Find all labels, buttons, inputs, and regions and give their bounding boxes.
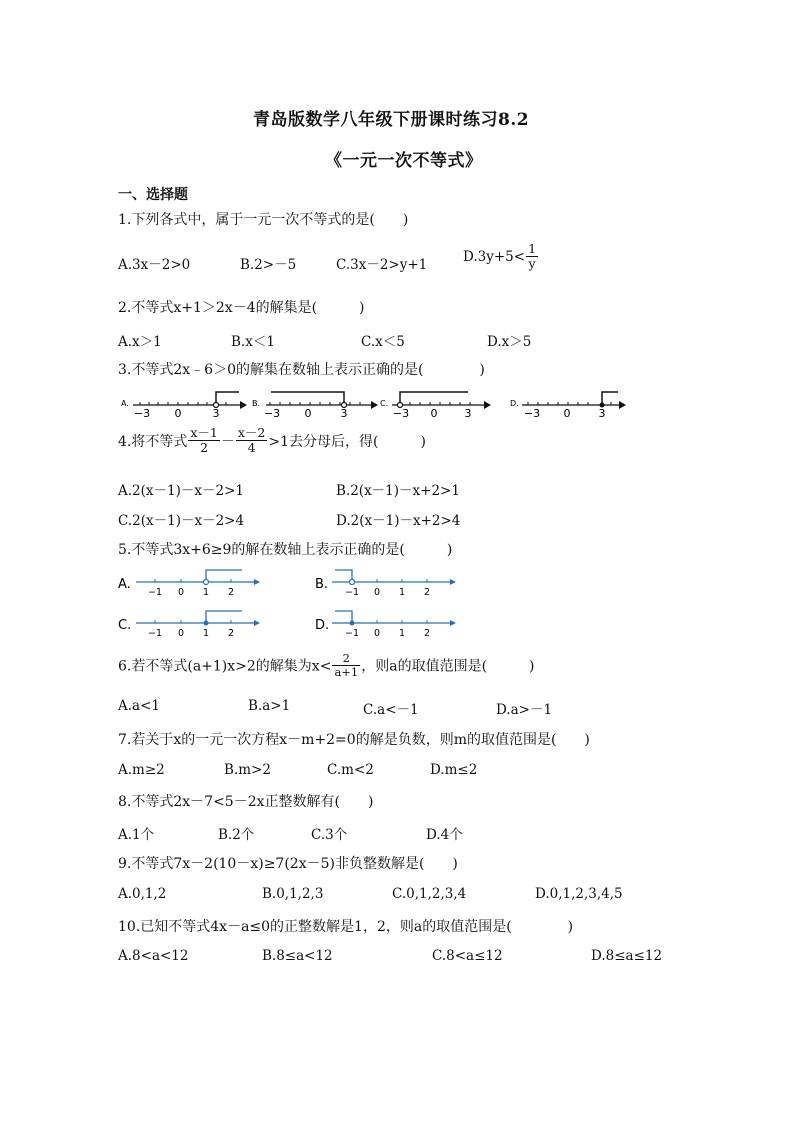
question-4-option-d: D.2(x－1)－x+2>4 <box>336 513 461 529</box>
fraction-numerator: 1 <box>528 241 537 256</box>
tick-label: 0 <box>304 407 312 420</box>
question-10-stem: 10.已知不等式4x－a≤0的正整数解是1，2，则a的取值范围是( ) <box>118 919 574 935</box>
question-10-option-c: C.8<a≤12 <box>432 948 503 964</box>
tick-label: −1 <box>147 628 163 639</box>
question-6-option-d: D.a>－1 <box>496 702 553 718</box>
question-10-option-a: A.8<a<12 <box>118 948 189 964</box>
question-2-stem: 2.不等式x+1＞2x－4的解集是( ) <box>118 300 365 316</box>
option-label-b: B. <box>252 399 261 408</box>
section-heading: 一、选择题 <box>118 187 188 203</box>
question-6-option-c: C.a<－1 <box>363 702 419 718</box>
question-1-option-c: C.3x－2>y+1 <box>336 257 428 273</box>
question-2-option-c: C.x＜5 <box>361 334 405 350</box>
question-5-number-lines <box>118 566 468 642</box>
tick-label: 3 <box>340 407 348 420</box>
question-8-option-b: B.2个 <box>218 827 255 843</box>
page-title: 青岛版数学八年级下册课时练习8.2 <box>253 110 530 130</box>
tick-label: 3 <box>598 407 606 420</box>
number-line-b <box>315 570 456 598</box>
question-6-option-a: A.a<1 <box>118 698 160 714</box>
question-10-option-b: B.8≤a<12 <box>262 948 333 964</box>
fraction <box>332 652 360 679</box>
tick-label: 1 <box>202 628 210 639</box>
tick-label: 2 <box>227 587 235 598</box>
question-4-option-a: A.2(x－1)－x－2>1 <box>118 483 244 499</box>
question-2-option-a: A.x＞1 <box>118 334 162 350</box>
fraction-numerator: x－1 <box>190 425 218 440</box>
question-7-option-a: A.m≥2 <box>118 762 165 778</box>
question-4-option-c: C.2(x－1)－x－2>4 <box>118 513 245 529</box>
question-1-option-a: A.3x－2>0 <box>118 257 191 273</box>
question-7-stem: 7.若关于x的一元一次方程x－m+2=0的解是负数，则m的取值范围是( ) <box>118 732 590 748</box>
question-4-stem <box>118 426 426 456</box>
question-7-option-d: D.m≤2 <box>430 762 478 778</box>
stem-prefix: 6.若不等式(a+1)x>2的解集为x< <box>118 658 332 675</box>
question-8-option-d: D.4个 <box>426 827 463 843</box>
number-line-c <box>380 392 491 420</box>
number-line-b <box>252 392 378 420</box>
question-1-option-d <box>463 242 539 272</box>
number-line-a <box>118 570 260 598</box>
question-3-number-lines <box>118 388 638 422</box>
option-d-prefix: D.3y+5< <box>463 248 526 265</box>
fraction-numerator: 2 <box>332 652 360 666</box>
question-8-option-c: C.3个 <box>311 827 348 843</box>
tick-label: −1 <box>344 587 360 598</box>
question-8-option-a: A.1个 <box>118 827 155 843</box>
tick-label: 1 <box>202 587 210 598</box>
question-2-option-d: D.x＞5 <box>487 334 532 350</box>
question-10-option-d: D.8≤a≤12 <box>591 948 663 964</box>
option-label-a: A. <box>118 577 131 592</box>
option-label-d: D. <box>510 399 519 408</box>
number-line-d <box>315 611 456 639</box>
tick-label: 0 <box>563 407 571 420</box>
tick-label: 0 <box>174 407 182 420</box>
question-9-stem: 9.不等式7x－2(10－x)≥7(2x－5)非负整数解是( ) <box>118 856 458 872</box>
fraction-numerator: x－2 <box>237 425 266 440</box>
stem-suffix: ，则a的取值范围是( ) <box>361 658 535 675</box>
question-8-stem: 8.不等式2x－7<5－2x正整数解有( ) <box>118 794 374 810</box>
tick-label: −3 <box>523 407 541 420</box>
question-6-option-b: B.a>1 <box>248 698 291 714</box>
tick-label: 2 <box>423 628 431 639</box>
fraction <box>526 242 538 272</box>
question-1-stem: 1.下列各式中，属于一元一次不等式的是( ) <box>118 212 409 228</box>
question-6-stem <box>118 652 535 679</box>
option-label-b: B. <box>315 577 329 592</box>
tick-label: −1 <box>147 587 163 598</box>
question-9-option-a: A.0,1,2 <box>118 886 167 902</box>
minus-sign: － <box>220 433 235 450</box>
tick-label: 1 <box>398 587 406 598</box>
tick-label: 0 <box>177 628 185 639</box>
tick-label: 2 <box>423 587 431 598</box>
question-1-option-b: B.2>－5 <box>240 257 297 273</box>
number-line-a <box>121 392 247 420</box>
number-line-c <box>118 611 260 639</box>
question-4-option-b: B.2(x－1)－x+2>1 <box>336 483 460 499</box>
question-7-option-b: B.m>2 <box>224 762 271 778</box>
question-3-stem: 3.不等式2x﹣6＞0的解集在数轴上表示正确的是( ) <box>118 362 485 378</box>
tick-label: 3 <box>464 407 472 420</box>
question-9-option-c: C.0,1,2,3,4 <box>392 886 467 902</box>
number-line-d <box>510 392 626 420</box>
tick-label: −3 <box>133 407 151 420</box>
tick-label: −3 <box>392 407 410 420</box>
question-7-option-c: C.m<2 <box>327 762 374 778</box>
question-2-option-b: B.x＜1 <box>231 334 275 350</box>
stem-prefix: 4.将不等式 <box>118 433 188 450</box>
page-subtitle: 《一元一次不等式》 <box>325 151 483 171</box>
fraction-denominator: 4 <box>247 440 256 456</box>
question-9-option-b: B.0,1,2,3 <box>262 886 324 902</box>
question-5-stem: 5.不等式3x+6≥9的解在数轴上表示正确的是( ) <box>118 542 453 558</box>
question-9-option-d: D.0,1,2,3,4,5 <box>535 886 623 902</box>
fraction <box>236 426 268 456</box>
option-label-d: D. <box>315 618 330 633</box>
fraction <box>188 426 220 456</box>
fraction-denominator: a+1 <box>334 665 359 680</box>
tick-label: 0 <box>177 587 185 598</box>
tick-label: −1 <box>344 628 360 639</box>
tick-label: 0 <box>373 628 381 639</box>
tick-label: 0 <box>430 407 438 420</box>
option-label-c: C. <box>380 399 389 408</box>
tick-label: 0 <box>373 587 381 598</box>
tick-label: 2 <box>227 628 235 639</box>
tick-label: 1 <box>398 628 406 639</box>
fraction-denominator: 2 <box>200 440 209 456</box>
option-label-a: A. <box>121 399 129 408</box>
fraction-denominator: y <box>528 256 536 272</box>
option-label-c: C. <box>118 618 132 633</box>
stem-suffix: >1去分母后，得( ) <box>268 433 426 450</box>
tick-label: 3 <box>212 407 220 420</box>
tick-label: −3 <box>263 407 281 420</box>
